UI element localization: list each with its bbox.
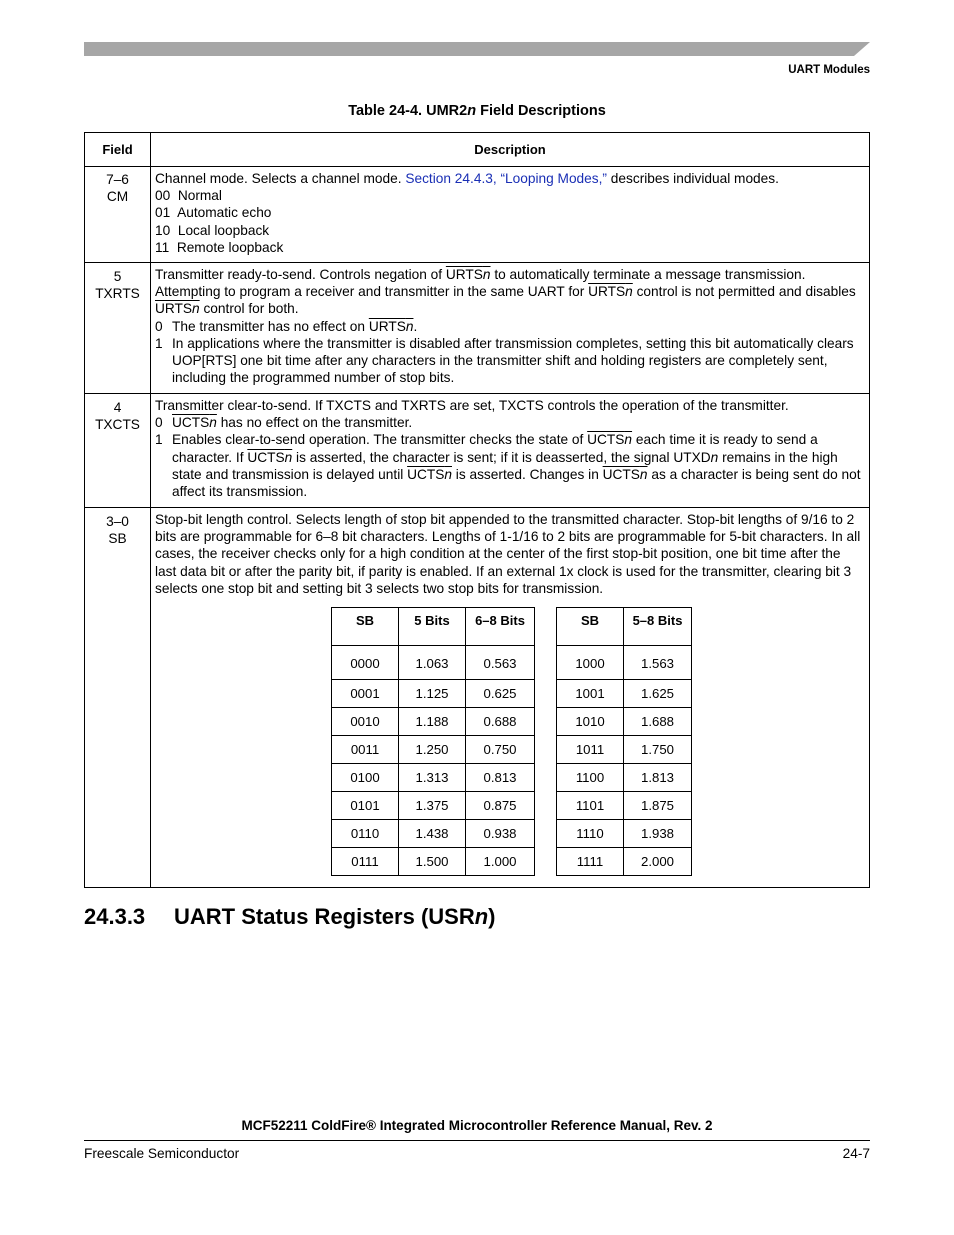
description-cell: Transmitter clear-to-send. If TXCTS and TXRTS are set, TXCTS controls the operation of the transmitter. 0 UCTSn has no effect on the transmitter. 1 Enables clear-to-send operation. The transmitter checks the state of UCTSn each time it is ready to send a character. If UCTSn is asserted, the character is sent; if it is deasserted, the signal UTXDn remains in the high state and transmission is delayed until UCTSn is asserted. Changes in UCTSn as a character is being sent do not affect its transmission. xyxy=(151,394,870,508)
table-cell: 0010 xyxy=(332,708,399,736)
table-row xyxy=(332,792,535,820)
5-bits-column-header: 5 Bits xyxy=(399,608,466,646)
table-row xyxy=(557,848,692,876)
field-cell: 5 TXRTS xyxy=(85,263,151,394)
table-row xyxy=(557,792,692,820)
table-row xyxy=(85,167,870,263)
table-caption: Table 24-4. UMR2n Field Descriptions xyxy=(348,103,606,119)
table-row xyxy=(332,646,535,680)
table-cell: 0101 xyxy=(332,792,399,820)
stop-bit-table-high xyxy=(556,607,692,876)
description-cell: Transmitter ready-to-send. Controls negation of URTSn to automatically terminate a message transmission. Attempting to program a receiver and transmitter in the same UART for URTSn control is not permitted and disables URTSn control for both. 0 The transmitter has no effect on URTSn. 1 In applications where the transmitter is disabled after transmission completes, setting this bit automatically clears UOP[RTS] one bit time after any characters in the transmitter shift and holding registers are completely sent, including the programmed number of stop bits. xyxy=(151,263,870,394)
table-row xyxy=(557,764,692,792)
table-row xyxy=(557,820,692,848)
table-cell: 1.813 xyxy=(624,764,692,792)
description-cell: Channel mode. Selects a channel mode. Section 24.4.3, “Looping Modes,” describes individual modes. 00 Normal 01 Automatic echo 10 Local loopback 11 Remote loopback xyxy=(151,167,870,263)
table-row xyxy=(85,263,870,394)
description-column-header: Description xyxy=(151,133,870,167)
stop-bit-tables xyxy=(155,597,863,877)
table-row xyxy=(85,394,870,508)
sb-column-header: SB xyxy=(332,608,399,646)
table-cell: 1.375 xyxy=(399,792,466,820)
field-cell: 3–0 SB xyxy=(85,508,151,888)
table-cell: 0111 xyxy=(332,848,399,876)
table-cell: 0.813 xyxy=(466,764,535,792)
table-cell: 1.125 xyxy=(399,680,466,708)
table-cell: 1.625 xyxy=(624,680,692,708)
running-header: UART Modules xyxy=(788,64,870,76)
table-cell: 1.250 xyxy=(399,736,466,764)
table-cell: 0001 xyxy=(332,680,399,708)
table-row xyxy=(557,708,692,736)
table-cell: 0.688 xyxy=(466,708,535,736)
mode-option: 00 Normal xyxy=(155,188,222,204)
table-cell: 1010 xyxy=(557,708,624,736)
table-row xyxy=(557,736,692,764)
signal-name: URTSn xyxy=(155,301,200,317)
mode-option: 11 Remote loopback xyxy=(155,239,284,255)
6-8-bits-column-header: 6–8 Bits xyxy=(466,608,535,646)
signal-name: UCTSn xyxy=(247,449,293,465)
footer-title: MCF52211 ColdFire® Integrated Microcontroller Reference Manual, Rev. 2 xyxy=(241,1118,713,1133)
field-cell: 7–6 CM xyxy=(85,167,151,263)
table-cell: 0.875 xyxy=(466,792,535,820)
header-bar xyxy=(84,42,870,56)
table-cell: 1.563 xyxy=(624,646,692,680)
signal-name: UCTSn xyxy=(602,466,648,482)
section-heading: 24.3.3 UART Status Registers (USRn) xyxy=(84,904,496,929)
table-cell: 0.938 xyxy=(466,820,535,848)
table-row xyxy=(85,508,870,888)
table-cell: 0.750 xyxy=(466,736,535,764)
table-cell: 1100 xyxy=(557,764,624,792)
table-cell: 1.500 xyxy=(399,848,466,876)
table-cell: 0011 xyxy=(332,736,399,764)
table-row xyxy=(332,736,535,764)
table-cell: 1.313 xyxy=(399,764,466,792)
table-row xyxy=(332,764,535,792)
table-cell: 1.938 xyxy=(624,820,692,848)
section-link[interactable]: Section 24.4.3, “Looping Modes,” xyxy=(405,171,607,186)
table-row xyxy=(557,646,692,680)
table-row xyxy=(557,680,692,708)
table-cell: 1.438 xyxy=(399,820,466,848)
table-cell: 1101 xyxy=(557,792,624,820)
table-cell: 0100 xyxy=(332,764,399,792)
table-cell: 2.000 xyxy=(624,848,692,876)
field-cell: 4 TXCTS xyxy=(85,394,151,508)
mode-option: 10 Local loopback xyxy=(155,222,270,238)
table-row xyxy=(332,848,535,876)
table-row xyxy=(332,820,535,848)
mode-option: 01 Automatic echo xyxy=(155,205,272,221)
table-cell: 1.875 xyxy=(624,792,692,820)
table-cell: 1.688 xyxy=(624,708,692,736)
field-column-header: Field xyxy=(85,133,151,167)
table-cell: 1001 xyxy=(557,680,624,708)
signal-name: URTSn xyxy=(445,267,491,283)
sb-column-header: SB xyxy=(557,608,624,646)
table-cell: 0.625 xyxy=(466,680,535,708)
signal-name: UCTSn xyxy=(407,466,452,482)
footer-publisher: Freescale Semiconductor xyxy=(84,1146,240,1161)
description-cell: Stop-bit length control. Selects length of stop bit appended to the transmitted character. Stop-bit lengths of 9/16 to 2 bits are programmable for 6–8 bit characters. Lengths of 1-1/16 to 2 bits are programmable for 5-bit characters. In all cases, the receiver checks only for a high condition at the center of the first stop-bit position, one bit time after the last data bit or after the parity bit, if parity is enabled. If an external 1x clock is used for the transmitter, clearing bit 3 selects one stop bit and setting bit 3 selects two stop bits for transmission. SB 5 Bits 6–8 Bits 0000 1.063 0.563 0001 1.125 0.625 0010 1.188 0.688 0011 1.250 0.750 0100 1.313 0.813 0101 1.375 0.875 0110 1.438 0.938 0111 1.500 1.000 SB 5–8 Bits 1000 1.563 1001 1.625 1010 1.688 1011 1.750 1100 1.813 1101 1.875 1110 1.938 1111 2.000 xyxy=(151,508,870,888)
signal-name: URTSn xyxy=(368,318,414,334)
table-cell: 1.750 xyxy=(624,736,692,764)
stop-bit-table-low xyxy=(331,607,535,876)
page-number: 24-7 xyxy=(842,1146,870,1161)
signal-name: UCTSn xyxy=(587,432,633,448)
table-header-row xyxy=(85,133,870,167)
signal-name: URTSn xyxy=(588,284,633,300)
table-cell: 0.563 xyxy=(466,646,535,680)
5-8-bits-column-header: 5–8 Bits xyxy=(624,608,692,646)
table-cell: 0000 xyxy=(332,646,399,680)
table-cell: 0110 xyxy=(332,820,399,848)
footer-divider xyxy=(84,1140,870,1141)
table-row xyxy=(332,680,535,708)
table-cell: 1011 xyxy=(557,736,624,764)
table-cell: 1.063 xyxy=(399,646,466,680)
table-cell: 1000 xyxy=(557,646,624,680)
table-cell: 1110 xyxy=(557,820,624,848)
table-cell: 1.000 xyxy=(466,848,535,876)
field-description-table xyxy=(84,132,870,888)
signal-name: UCTSn xyxy=(172,415,217,431)
table-row xyxy=(332,708,535,736)
table-cell: 1.188 xyxy=(399,708,466,736)
table-cell: 1111 xyxy=(557,848,624,876)
